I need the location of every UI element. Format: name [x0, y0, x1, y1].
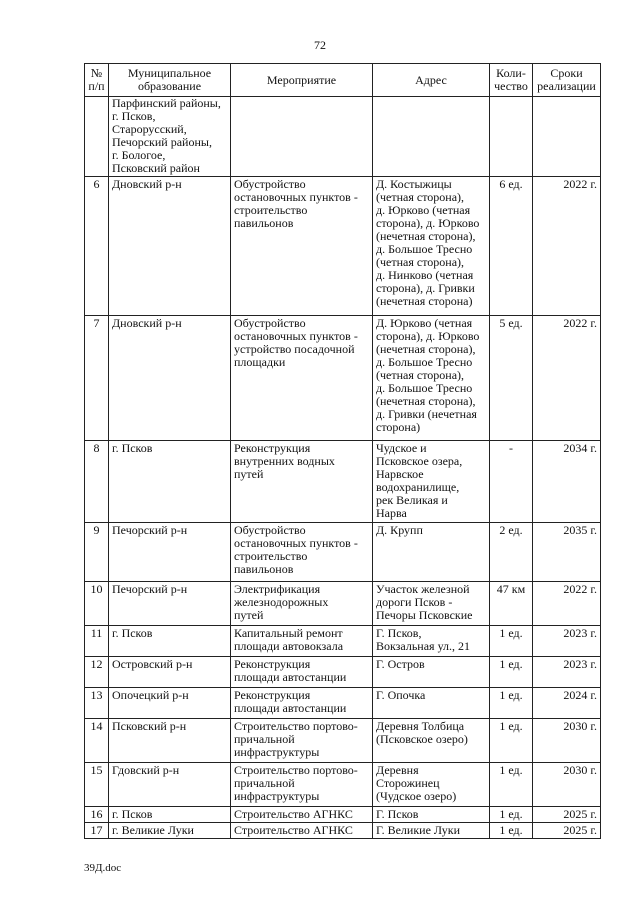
row-municipality: Псковский р-н: [109, 719, 231, 763]
row-municipality: Дновский р-н: [109, 316, 231, 441]
row-number: 11: [85, 626, 109, 657]
row-municipality: Печорский р-н: [109, 582, 231, 626]
row-address: Деревня Толбица (Псковское озеро): [373, 719, 490, 763]
row-deadline: 2030 г.: [533, 763, 601, 807]
row-activity: Строительство портово- причальной инфраструктуры: [231, 719, 373, 763]
row-quantity: 2 ед.: [490, 523, 533, 582]
row-quantity: 6 ед.: [490, 177, 533, 316]
table-row: [85, 441, 601, 523]
row-quantity: -: [490, 441, 533, 523]
table-row: [85, 177, 601, 316]
table-row: [85, 807, 601, 823]
row-address: Г. Остров: [373, 657, 490, 688]
row-deadline: [533, 97, 601, 177]
row-number: 16: [85, 807, 109, 823]
row-deadline: 2023 г.: [533, 657, 601, 688]
table-row: [85, 97, 601, 177]
table-row: [85, 523, 601, 582]
row-deadline: 2025 г.: [533, 807, 601, 823]
header-deadline: Сроки реализации: [533, 64, 601, 97]
row-number: 7: [85, 316, 109, 441]
row-municipality: г. Псков: [109, 441, 231, 523]
row-municipality: г. Псков: [109, 626, 231, 657]
table-row: [85, 763, 601, 807]
row-deadline: 2030 г.: [533, 719, 601, 763]
header-address: Адрес: [373, 64, 490, 97]
row-activity: [231, 97, 373, 177]
header-municipality: Муниципальное образование: [109, 64, 231, 97]
row-address: Г. Опочка: [373, 688, 490, 719]
row-municipality: Островский р-н: [109, 657, 231, 688]
table-row: [85, 657, 601, 688]
row-address: Деревня Сторожинец (Чудское озеро): [373, 763, 490, 807]
header-activity: Мероприятие: [231, 64, 373, 97]
header-num: № п/п: [85, 64, 109, 97]
row-address: Д. Костыжицы (четная сторона), д. Юрково (четная сторона), д. Юрково (нечетная сторона), д. Большое Тресно (четная сторона), д. Нинково (четная сторона), д. Гривки (нечетная сторона): [373, 177, 490, 316]
row-deadline: 2024 г.: [533, 688, 601, 719]
row-number: 17: [85, 823, 109, 839]
row-address: Чудское и Псковское озера, Нарвское водохранилище, рек Великая и Нарва: [373, 441, 490, 523]
header-quantity: Коли- чество: [490, 64, 533, 97]
table-row: [85, 823, 601, 839]
row-address: Участок железной дороги Псков - Печоры Псковские: [373, 582, 490, 626]
row-number: 14: [85, 719, 109, 763]
footer-filename: 39Д.doc: [84, 862, 122, 874]
row-activity: Строительство портово- причальной инфраструктуры: [231, 763, 373, 807]
row-number: 6: [85, 177, 109, 316]
table-row: [85, 626, 601, 657]
row-quantity: 1 ед.: [490, 763, 533, 807]
row-number: 13: [85, 688, 109, 719]
row-activity: Реконструкция внутренних водных путей: [231, 441, 373, 523]
activities-table: [84, 63, 601, 839]
row-number: 12: [85, 657, 109, 688]
row-number: [85, 97, 109, 177]
row-municipality: г. Великие Луки: [109, 823, 231, 839]
row-quantity: 1 ед.: [490, 626, 533, 657]
row-quantity: 47 км: [490, 582, 533, 626]
row-quantity: 1 ед.: [490, 688, 533, 719]
table-row: [85, 316, 601, 441]
row-deadline: 2025 г.: [533, 823, 601, 839]
row-address: Г. Псков, Вокзальная ул., 21: [373, 626, 490, 657]
row-activity: Обустройство остановочных пунктов - устройство посадочной площадки: [231, 316, 373, 441]
row-quantity: 1 ед.: [490, 807, 533, 823]
row-deadline: 2022 г.: [533, 177, 601, 316]
row-municipality: Парфинский районы, г. Псков, Старорусский, Печорский районы, г. Бологое, Псковский район: [109, 97, 231, 177]
row-quantity: 1 ед.: [490, 719, 533, 763]
row-deadline: 2034 г.: [533, 441, 601, 523]
row-address: Д. Крупп: [373, 523, 490, 582]
table-row: [85, 582, 601, 626]
row-activity: Обустройство остановочных пунктов - строительство павильонов: [231, 177, 373, 316]
row-quantity: 5 ед.: [490, 316, 533, 441]
row-activity: Строительство АГНКС: [231, 823, 373, 839]
row-number: 10: [85, 582, 109, 626]
row-municipality: Печорский р-н: [109, 523, 231, 582]
row-number: 15: [85, 763, 109, 807]
row-address: Д. Юрково (четная сторона), д. Юрково (нечетная сторона), д. Большое Тресно (четная сторона), д. Большое Тресно (нечетная сторона), д. Гривки (нечетная сторона): [373, 316, 490, 441]
row-municipality: Дновский р-н: [109, 177, 231, 316]
row-deadline: 2035 г.: [533, 523, 601, 582]
row-municipality: Гдовский р-н: [109, 763, 231, 807]
row-number: 8: [85, 441, 109, 523]
table-row: [85, 719, 601, 763]
row-number: 9: [85, 523, 109, 582]
page-number: 72: [314, 38, 326, 52]
row-activity: Реконструкция площади автостанции: [231, 688, 373, 719]
row-address: Г. Великие Луки: [373, 823, 490, 839]
row-address: Г. Псков: [373, 807, 490, 823]
table-header-row: [85, 64, 601, 97]
row-activity: Капитальный ремонт площади автовокзала: [231, 626, 373, 657]
row-quantity: [490, 97, 533, 177]
row-deadline: 2022 г.: [533, 316, 601, 441]
row-address: [373, 97, 490, 177]
row-deadline: 2022 г.: [533, 582, 601, 626]
row-activity: Строительство АГНКС: [231, 807, 373, 823]
row-activity: Реконструкция площади автостанции: [231, 657, 373, 688]
table-row: [85, 688, 601, 719]
row-quantity: 1 ед.: [490, 823, 533, 839]
row-activity: Обустройство остановочных пунктов - строительство павильонов: [231, 523, 373, 582]
row-deadline: 2023 г.: [533, 626, 601, 657]
row-quantity: 1 ед.: [490, 657, 533, 688]
row-activity: Электрификация железнодорожных путей: [231, 582, 373, 626]
row-municipality: г. Псков: [109, 807, 231, 823]
row-municipality: Опочецкий р-н: [109, 688, 231, 719]
